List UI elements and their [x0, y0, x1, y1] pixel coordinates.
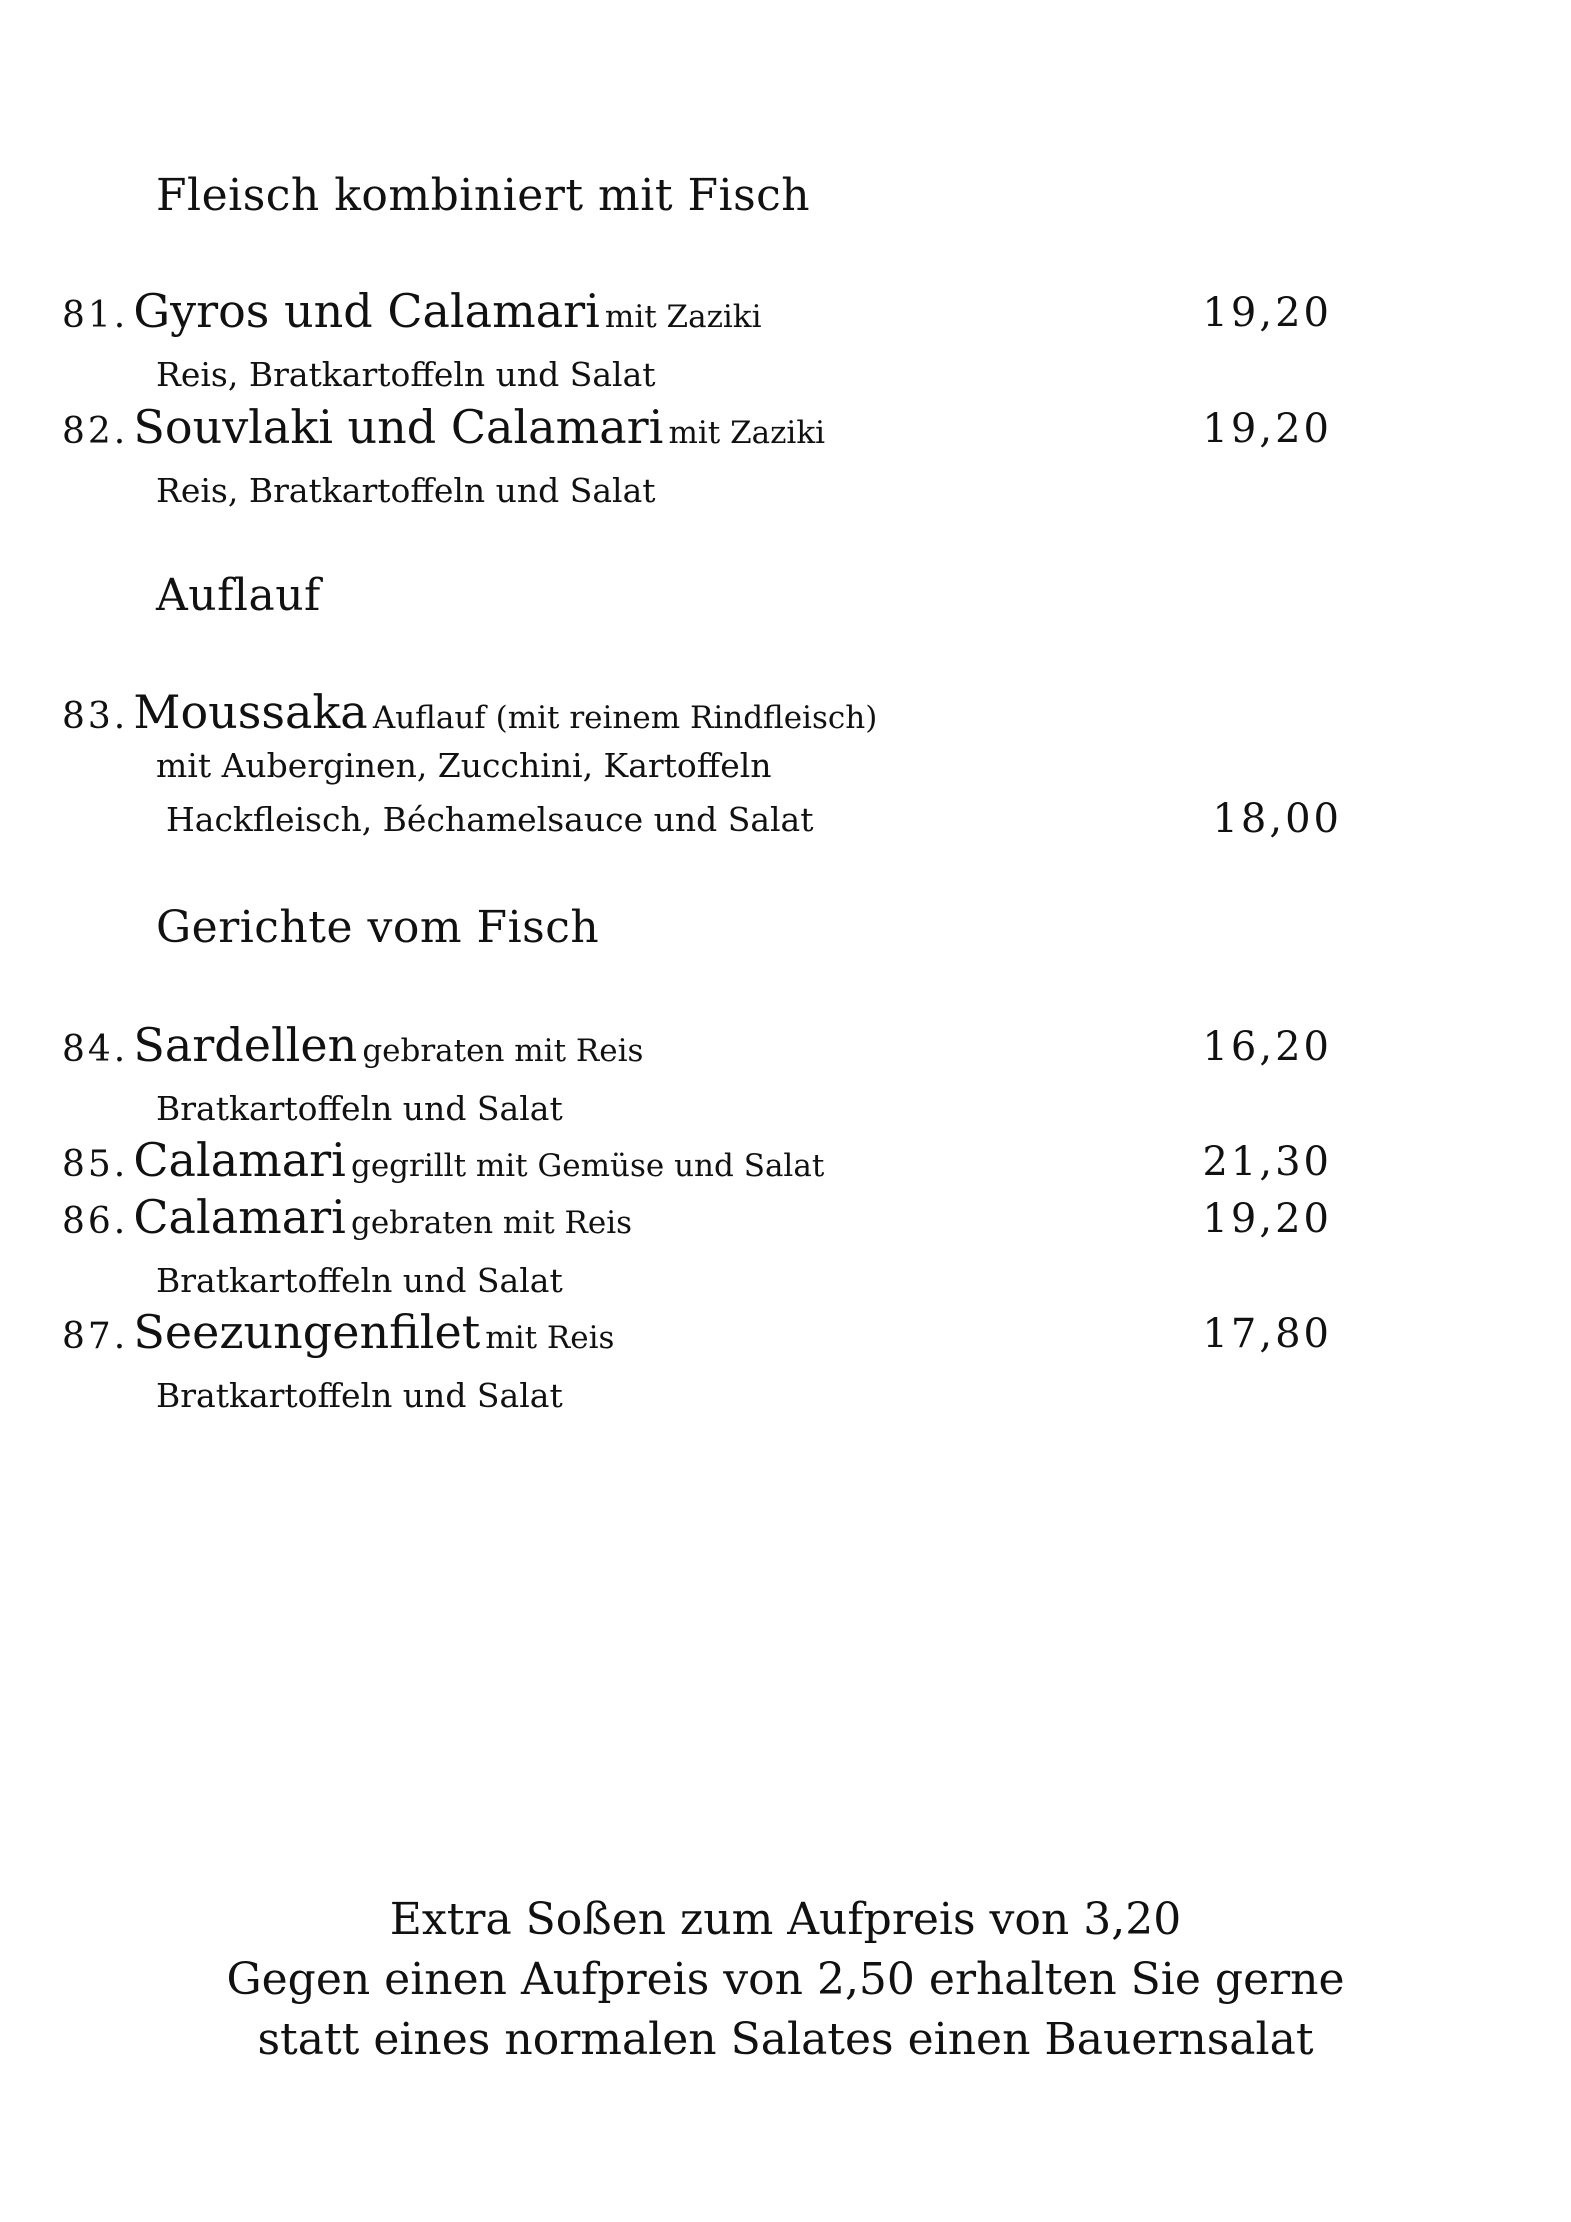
item-suffix: mit Reis — [485, 1320, 615, 1356]
menu-item-86 — [62, 1190, 1332, 1252]
item-number: 87. — [62, 1316, 129, 1357]
menu-item-82 — [62, 400, 1332, 462]
item-description: Bratkartoffeln und Salat — [156, 1376, 563, 1415]
item-name: Calamari — [133, 1133, 346, 1187]
footer-line: statt eines normalen Salates einen Bauernsalat — [257, 2014, 1314, 2065]
item-number: 86. — [62, 1201, 129, 1242]
item-name: Moussaka — [133, 685, 368, 739]
item-suffix: gebraten mit Reis — [350, 1205, 633, 1241]
item-description: Bratkartoffeln und Salat — [156, 1089, 563, 1128]
item-number: 85. — [62, 1144, 129, 1185]
menu-footer-notes — [0, 1890, 1571, 2070]
item-price: 19,20 — [1202, 1196, 1332, 1242]
item-suffix: Auflauf (mit reinem Rindfleisch) — [372, 700, 878, 736]
item-description: Reis, Bratkartoffeln und Salat — [156, 355, 656, 394]
item-description: Bratkartoffeln und Salat — [156, 1261, 563, 1300]
item-name: Gyros und Calamari — [133, 284, 600, 338]
item-description: mit Auberginen, Zucchini, Kartoffeln — [156, 746, 772, 785]
item-name: Souvlaki und Calamari — [133, 400, 664, 454]
item-suffix: mit Zaziki — [668, 415, 826, 451]
menu-item-87 — [62, 1305, 1332, 1367]
section-title-fleisch-fisch: Fleisch kombiniert mit Fisch — [156, 170, 811, 221]
menu-item-84 — [62, 1018, 1332, 1080]
item-price: 19,20 — [1202, 406, 1332, 452]
menu-item-81 — [62, 284, 1332, 346]
item-number: 81. — [62, 295, 129, 336]
footer-line: Extra Soßen zum Aufpreis von 3,20 — [389, 1894, 1182, 1945]
item-price: 21,30 — [1202, 1139, 1332, 1185]
item-description: Reis, Bratkartoffeln und Salat — [156, 471, 656, 510]
item-price: 19,20 — [1202, 290, 1332, 336]
item-suffix: gebraten mit Reis — [362, 1033, 644, 1069]
menu-item-85 — [62, 1133, 1332, 1195]
item-price: 17,80 — [1202, 1311, 1332, 1357]
item-description: Hackfleisch, Béchamelsauce und Salat — [166, 800, 814, 839]
item-name: Seezungenfilet — [133, 1305, 481, 1359]
menu-item-83 — [62, 685, 1332, 747]
item-number: 84. — [62, 1029, 129, 1070]
item-name: Calamari — [133, 1190, 346, 1244]
item-price: 18,00 — [1212, 796, 1342, 842]
item-number: 82. — [62, 411, 129, 452]
item-number: 83. — [62, 696, 129, 737]
footer-line: Gegen einen Aufpreis von 2,50 erhalten Sie gerne — [226, 1954, 1345, 2005]
item-suffix: gegrillt mit Gemüse und Salat — [350, 1148, 825, 1184]
section-title-auflauf: Auflauf — [156, 570, 321, 621]
item-description-with-price — [166, 796, 1342, 842]
section-title-fisch: Gerichte vom Fisch — [156, 902, 600, 953]
item-name: Sardellen — [133, 1018, 358, 1072]
item-price: 16,20 — [1202, 1024, 1332, 1070]
item-suffix: mit Zaziki — [604, 299, 762, 335]
